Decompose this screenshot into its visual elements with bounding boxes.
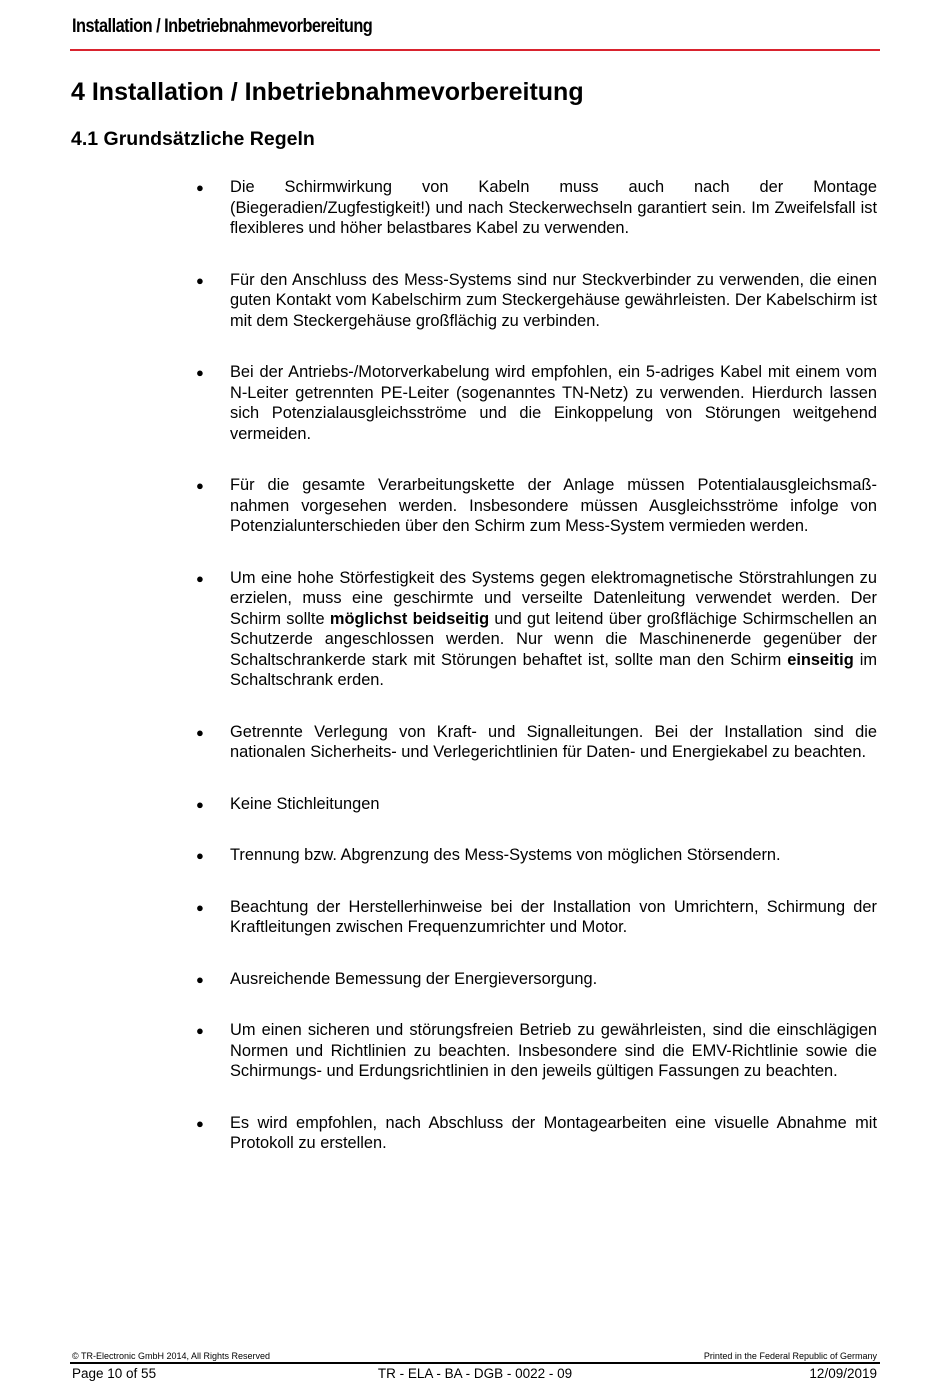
text-run: Die Schirmwirkung von Kabeln muss auch nach der Montage (Biegeradien/Zugfestigkeit!) und nach Steckerwechseln garantiert sein. Im Zweifelsfall ist flexibleres und höher belastbares Kabel zu verwenden.	[230, 178, 877, 237]
rule-text	[230, 969, 877, 990]
rule-text	[230, 794, 877, 815]
list-item	[0, 794, 950, 815]
text-run: Um eine hohe Störfestigkeit des Systems gegen elektromagnetische Störstrahlungen zu erzielen, muss eine geschirmte und verseilte Datenleitung verwendet werden. Der Schirm sollte	[230, 568, 877, 628]
rule-text	[230, 568, 877, 691]
rule-text	[230, 1113, 877, 1154]
running-header-title: Installation / Inbetriebnahmevorbereitung	[72, 16, 373, 37]
rule-text	[230, 177, 877, 239]
list-item	[0, 475, 950, 537]
text-run: Keine Stichleitungen	[230, 794, 380, 813]
list-item	[0, 969, 950, 990]
bullet-icon: ●	[196, 365, 204, 380]
text-run: Getrennte Verlegung von Kraft- und Signalleitungen. Bei der Installation sind die nationalen Sicherheits- und Verlegerichtlinien für Daten- und Energiekabel zu beachten.	[230, 722, 877, 761]
list-item	[0, 362, 950, 444]
text-run: und gut leitend über großflächige Schirmschellen an Schutzerde angeschlossen werden. Nur wenn die Maschinenerde gegenüber der Schaltschrankerde stark mit Störungen behaftet ist, sollte man den Schirm	[230, 609, 877, 669]
list-item	[0, 722, 950, 763]
text-run: im Schaltschrank erden.	[230, 650, 877, 689]
bullet-icon: ●	[196, 848, 204, 863]
text-run: Um einen sicheren und störungsfreien Betrieb zu gewährleisten, sind die einschlägigen Normen und Richtlinien zu beachten. Insbesondere sind die EMV-Richtlinie sowie die Schirmungs- und Erdungsrichtlinien in den jeweils gültigen Fassungen zu beachten.	[230, 1021, 877, 1080]
bullet-icon: ●	[196, 272, 204, 288]
rule-text	[230, 362, 877, 444]
chapter-title: 4 Installation / Inbetriebnahmevorbereitung	[71, 78, 584, 106]
emphasis-text: möglichst beidseitig	[329, 609, 490, 628]
bullet-icon: ●	[196, 1115, 204, 1131]
footer-printed-note: Printed in the Federal Republic of Germany	[703, 1351, 877, 1361]
page-number: Page 10 of 55	[72, 1366, 157, 1381]
bullet-icon: ●	[196, 1023, 204, 1038]
bullet-icon: ●	[196, 899, 204, 915]
bullet-icon: ●	[196, 796, 204, 812]
text-run: Bei der Antriebs-/Motorverkabelung wird empfohlen, ein 5-adriges Kabel mit einem vom N-Leiter getrennten PE-Leiter (sogenanntes TN-Netz) zu verwenden. Hierdurch lassen sich Potenzialausgleichsströme und die Einkoppelung von Störungen weitgehend vermeiden.	[230, 363, 877, 443]
rule-text	[230, 897, 877, 938]
text-run: Für den Anschluss des Mess-Systems sind nur Steckverbinder zu verwenden, die einen guten Kontakt vom Kabelschirm zum Steckergehäuse gewährleisten. Der Kabelschirm ist mit dem Steckergehäuse großflächig zu verbinden.	[230, 270, 877, 330]
document-date: 12/09/2019	[809, 1366, 877, 1381]
list-item	[0, 1113, 950, 1154]
rule-text	[230, 722, 877, 763]
bullet-icon: ●	[196, 724, 204, 740]
header-divider	[70, 49, 880, 51]
bullet-icon: ●	[196, 180, 204, 195]
list-item	[0, 1020, 950, 1082]
list-item	[0, 270, 950, 332]
list-item	[0, 177, 950, 239]
text-run: Ausreichende Bemessung der Energieversorgung.	[230, 969, 598, 988]
list-item	[0, 568, 950, 691]
text-run: Trennung bzw. Abgrenzung des Mess-Systems von möglichen Störsendern.	[230, 846, 781, 864]
footer-divider	[70, 1362, 880, 1364]
rule-text	[230, 845, 877, 866]
list-item	[0, 897, 950, 938]
text-run: Für die gesamte Verarbeitungskette der Anlage müssen Potentialausgleichsmaß-nahmen vorgesehen werden. Insbesondere müssen Ausgleichsströme infolge von Potenzialunterschieden über den Schirm zum Mess-System vermieden werden.	[230, 476, 877, 535]
bullet-icon: ●	[196, 971, 204, 987]
rule-text	[230, 270, 877, 332]
text-run: Beachtung der Herstellerhinweise bei der Installation von Umrichtern, Schirmung der Kraftleitungen zwischen Frequenzumrichter und Motor.	[230, 897, 877, 936]
emphasis-text: einseitig	[787, 650, 854, 669]
rules-list	[0, 177, 950, 1185]
section-title: 4.1 Grundsätzliche Regeln	[71, 128, 315, 150]
rule-text	[230, 475, 877, 537]
text-run: Es wird empfohlen, nach Abschluss der Montagearbeiten eine visuelle Abnahme mit Protokoll zu erstellen.	[230, 1113, 877, 1152]
document-id: TR - ELA - BA - DGB - 0022 - 09	[377, 1366, 573, 1381]
bullet-icon: ●	[196, 478, 204, 493]
rule-text	[230, 1020, 877, 1082]
footer-copyright: © TR-Electronic GmbH 2014, All Rights Reserved	[72, 1351, 271, 1361]
bullet-icon: ●	[196, 570, 204, 586]
list-item	[0, 845, 950, 866]
